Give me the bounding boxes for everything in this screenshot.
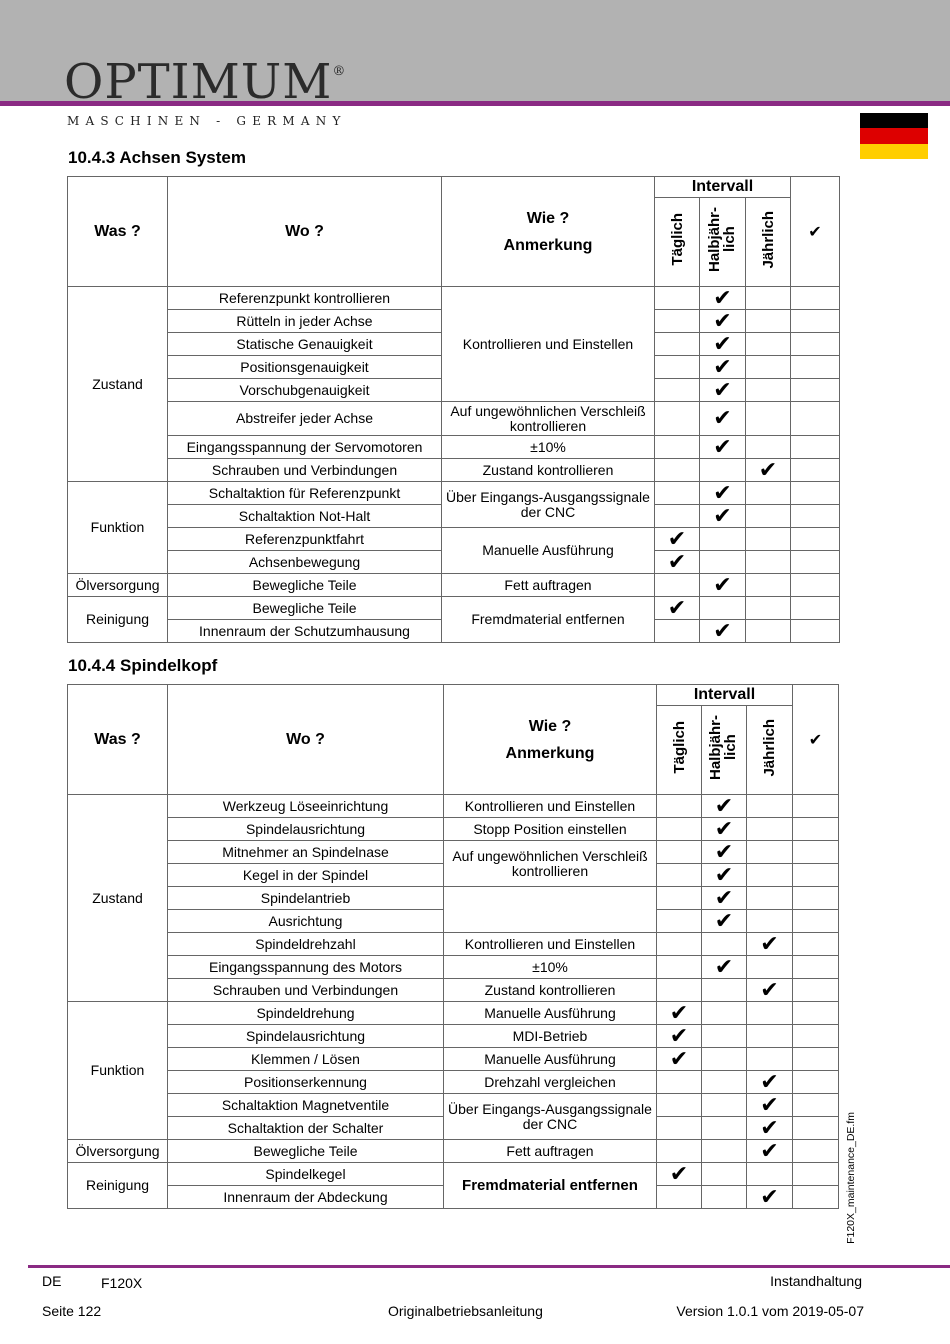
extra-cell <box>793 864 839 887</box>
interval-cell-jaehrlich <box>746 287 791 310</box>
header-intervall: Intervall <box>657 685 793 706</box>
check-icon: ✔ <box>758 457 778 483</box>
interval-cell-jaehrlich <box>747 1048 793 1071</box>
interval-cell-halbjaehrlich <box>702 864 747 887</box>
header-check-icon: ✔ <box>791 177 840 287</box>
extra-cell <box>793 910 839 933</box>
interval-cell-taeglich <box>657 841 702 864</box>
wo-cell: Innenraum der Schutzumhausung <box>168 620 442 643</box>
extra-cell <box>793 818 839 841</box>
interval-cell-taeglich <box>655 287 700 310</box>
wo-cell: Schaltaktion für Referenzpunkt <box>168 482 442 505</box>
extra-cell <box>791 310 840 333</box>
interval-cell-taeglich <box>657 1117 702 1140</box>
interval-cell-taeglich <box>655 528 700 551</box>
check-icon: ✔ <box>669 1000 689 1026</box>
check-icon: ✔ <box>713 377 732 403</box>
interval-cell-halbjaehrlich <box>702 887 747 910</box>
header-jaehrlich: Jährlich <box>746 198 791 287</box>
wo-cell: Bewegliche Teile <box>168 574 442 597</box>
extra-cell <box>793 1071 839 1094</box>
header-was: Was ? <box>68 177 168 287</box>
wo-cell: Spindelantrieb <box>168 887 444 910</box>
interval-cell-halbjaehrlich <box>700 402 746 436</box>
interval-cell-taeglich <box>655 551 700 574</box>
interval-cell-taeglich <box>657 1094 702 1117</box>
interval-cell-taeglich <box>655 356 700 379</box>
interval-cell-taeglich <box>655 459 700 482</box>
interval-cell-jaehrlich <box>747 979 793 1002</box>
wo-cell: Achsenbewegung <box>168 551 442 574</box>
wo-cell: Abstreifer jeder Achse <box>168 402 442 436</box>
interval-cell-halbjaehrlich <box>702 1117 747 1140</box>
wo-cell: Referenzpunktfahrt <box>168 528 442 551</box>
check-icon: ✔ <box>760 1069 779 1095</box>
header-wo: Wo ? <box>168 685 444 795</box>
interval-cell-taeglich <box>657 1071 702 1094</box>
interval-cell-taeglich <box>657 1002 702 1025</box>
check-icon: ✔ <box>669 1161 689 1187</box>
extra-cell <box>793 1094 839 1117</box>
interval-cell-jaehrlich <box>746 482 791 505</box>
interval-cell-jaehrlich <box>746 459 791 482</box>
wie-cell: MDI-Betrieb <box>444 1025 657 1048</box>
extra-cell <box>791 356 840 379</box>
interval-cell-halbjaehrlich <box>702 1025 747 1048</box>
interval-cell-taeglich <box>657 979 702 1002</box>
wo-cell: Spindelkegel <box>168 1163 444 1186</box>
interval-cell-halbjaehrlich <box>702 979 747 1002</box>
interval-cell-taeglich <box>655 505 700 528</box>
wie-cell: Drehzahl vergleichen <box>444 1071 657 1094</box>
interval-cell-jaehrlich <box>746 436 791 459</box>
check-icon: ✔ <box>713 434 732 460</box>
interval-cell-halbjaehrlich <box>700 379 746 402</box>
wo-cell: Kegel in der Spindel <box>168 864 444 887</box>
interval-cell-halbjaehrlich <box>700 356 746 379</box>
interval-cell-halbjaehrlich <box>700 551 746 574</box>
wo-cell: Vorschubgenauigkeit <box>168 379 442 402</box>
footer-lang: DE <box>42 1273 62 1289</box>
header-halbjaehrlich: Halbjähr- lich <box>702 706 747 795</box>
extra-cell <box>793 1002 839 1025</box>
extra-cell <box>793 887 839 910</box>
check-icon: ✔ <box>714 862 734 888</box>
wo-cell: Werkzeug Löseeinrichtung <box>168 795 444 818</box>
interval-cell-halbjaehrlich <box>700 459 746 482</box>
interval-cell-jaehrlich <box>747 841 793 864</box>
interval-cell-jaehrlich <box>747 864 793 887</box>
wo-cell: Bewegliche Teile <box>168 1140 444 1163</box>
check-icon: ✔ <box>760 1115 779 1141</box>
footer-accent-line <box>28 1265 950 1268</box>
extra-cell <box>791 379 840 402</box>
interval-cell-taeglich <box>657 1048 702 1071</box>
wo-cell: Schaltaktion Not-Halt <box>168 505 442 528</box>
interval-cell-halbjaehrlich <box>702 1163 747 1186</box>
header-halbjaehrlich: Halbjähr- lich <box>700 198 746 287</box>
group-cell: Ölversorgung <box>68 1140 168 1163</box>
interval-cell-halbjaehrlich <box>702 1002 747 1025</box>
header-wie: Wie ? Anmerkung <box>442 177 655 287</box>
extra-cell <box>793 1025 839 1048</box>
interval-cell-jaehrlich <box>746 597 791 620</box>
extra-cell <box>791 597 840 620</box>
interval-cell-taeglich <box>657 933 702 956</box>
wo-cell: Klemmen / Lösen <box>168 1048 444 1071</box>
wie-cell: Fremdmaterial entfernen <box>442 597 655 643</box>
extra-cell <box>791 528 840 551</box>
check-icon: ✔ <box>713 618 732 644</box>
wo-cell: Positionsgenauigkeit <box>168 356 442 379</box>
extra-cell <box>793 956 839 979</box>
interval-cell-taeglich <box>657 864 702 887</box>
wo-cell: Schrauben und Verbindungen <box>168 459 442 482</box>
interval-cell-jaehrlich <box>746 551 791 574</box>
header-was: Was ? <box>68 685 168 795</box>
check-icon: ✔ <box>760 1138 779 1164</box>
check-icon: ✔ <box>714 839 734 865</box>
extra-cell <box>793 1048 839 1071</box>
interval-cell-halbjaehrlich <box>700 287 746 310</box>
group-cell: Funktion <box>68 1002 168 1140</box>
wo-cell: Statische Genauigkeit <box>168 333 442 356</box>
extra-cell <box>791 505 840 528</box>
interval-cell-taeglich <box>655 310 700 333</box>
interval-cell-jaehrlich <box>747 1002 793 1025</box>
wie-cell: Über Eingangs-Ausgangssignale der CNC <box>444 1094 657 1140</box>
header-taeglich: Täglich <box>655 198 700 287</box>
wo-cell: Schrauben und Verbindungen <box>168 979 444 1002</box>
interval-cell-halbjaehrlich <box>702 1071 747 1094</box>
check-icon: ✔ <box>760 977 779 1003</box>
interval-cell-halbjaehrlich <box>702 841 747 864</box>
group-cell: Zustand <box>68 287 168 482</box>
wo-cell: Spindelausrichtung <box>168 1025 444 1048</box>
interval-cell-jaehrlich <box>747 1163 793 1186</box>
header-jaehrlich: Jährlich <box>747 706 793 795</box>
check-icon: ✔ <box>713 354 732 380</box>
interval-cell-jaehrlich <box>747 910 793 933</box>
footer-chapter: Instandhaltung <box>770 1273 862 1289</box>
footer-page: Seite 122 <box>42 1303 102 1319</box>
check-icon: ✔ <box>713 308 732 334</box>
header-intervall: Intervall <box>655 177 791 198</box>
interval-cell-halbjaehrlich <box>700 333 746 356</box>
interval-cell-taeglich <box>657 795 702 818</box>
extra-cell <box>793 795 839 818</box>
interval-cell-jaehrlich <box>747 933 793 956</box>
extra-cell <box>791 551 840 574</box>
interval-cell-jaehrlich <box>746 356 791 379</box>
interval-cell-taeglich <box>657 1163 702 1186</box>
check-icon: ✔ <box>667 526 687 552</box>
interval-cell-halbjaehrlich <box>700 482 746 505</box>
interval-cell-halbjaehrlich <box>702 933 747 956</box>
wie-cell: Zustand kontrollieren <box>444 979 657 1002</box>
interval-cell-halbjaehrlich <box>702 1094 747 1117</box>
interval-cell-taeglich <box>657 818 702 841</box>
wo-cell: Innenraum der Abdeckung <box>168 1186 444 1209</box>
extra-cell <box>793 979 839 1002</box>
check-icon: ✔ <box>714 816 734 842</box>
interval-cell-jaehrlich <box>747 795 793 818</box>
wo-cell: Eingangsspannung der Servomotoren <box>168 436 442 459</box>
interval-cell-jaehrlich <box>747 1071 793 1094</box>
interval-cell-taeglich <box>655 333 700 356</box>
interval-cell-jaehrlich <box>747 818 793 841</box>
interval-cell-halbjaehrlich <box>702 818 747 841</box>
interval-cell-halbjaehrlich <box>700 620 746 643</box>
wie-cell: Manuelle Ausführung <box>442 528 655 574</box>
interval-cell-halbjaehrlich <box>702 1140 747 1163</box>
wie-cell: Auf ungewöhnlichen Verschleiß kontrollieren <box>444 841 657 887</box>
extra-cell <box>791 436 840 459</box>
maintenance-table-spindelkopf <box>67 684 839 1209</box>
interval-cell-halbjaehrlich <box>700 597 746 620</box>
group-cell: Zustand <box>68 795 168 1002</box>
wie-cell: Fremdmaterial entfernen <box>444 1163 657 1209</box>
wo-cell: Schaltaktion Magnetventile <box>168 1094 444 1117</box>
check-icon: ✔ <box>713 480 732 506</box>
interval-cell-taeglich <box>655 436 700 459</box>
extra-cell <box>793 841 839 864</box>
wo-cell: Bewegliche Teile <box>168 597 442 620</box>
interval-cell-halbjaehrlich <box>700 528 746 551</box>
wie-cell: Auf ungewöhnlichen Verschleiß kontrollieren <box>442 402 655 436</box>
wie-cell: Kontrollieren und Einstellen <box>442 287 655 402</box>
interval-cell-taeglich <box>655 482 700 505</box>
interval-cell-taeglich <box>657 1186 702 1209</box>
wie-cell: Kontrollieren und Einstellen <box>444 933 657 956</box>
interval-cell-jaehrlich <box>746 333 791 356</box>
header-wo: Wo ? <box>168 177 442 287</box>
group-cell: Reinigung <box>68 597 168 643</box>
interval-cell-jaehrlich <box>746 379 791 402</box>
extra-cell <box>791 482 840 505</box>
interval-cell-halbjaehrlich <box>700 505 746 528</box>
interval-cell-jaehrlich <box>747 887 793 910</box>
wo-cell: Positionserkennung <box>168 1071 444 1094</box>
interval-cell-jaehrlich <box>746 574 791 597</box>
wie-cell: Über Eingangs-Ausgangssignale der CNC <box>442 482 655 528</box>
footer-model: F120X <box>101 1275 143 1291</box>
interval-cell-halbjaehrlich <box>702 1186 747 1209</box>
wo-cell: Rütteln in jeder Achse <box>168 310 442 333</box>
group-cell: Funktion <box>68 482 168 574</box>
extra-cell <box>791 620 840 643</box>
check-icon: ✔ <box>713 285 732 311</box>
group-cell: Ölversorgung <box>68 574 168 597</box>
interval-cell-halbjaehrlich <box>700 574 746 597</box>
interval-cell-taeglich <box>655 574 700 597</box>
interval-cell-jaehrlich <box>747 1186 793 1209</box>
interval-cell-jaehrlich <box>746 620 791 643</box>
interval-cell-jaehrlich <box>747 956 793 979</box>
check-icon: ✔ <box>714 885 734 911</box>
brand-logo: OPTIMUM® <box>64 54 347 110</box>
wie-cell-empty <box>444 887 657 933</box>
interval-cell-halbjaehrlich <box>700 436 746 459</box>
wo-cell: Spindeldrehzahl <box>168 933 444 956</box>
interval-cell-taeglich <box>655 379 700 402</box>
section-title-achsen: 10.4.3 Achsen System <box>68 148 246 167</box>
interval-cell-taeglich <box>657 1025 702 1048</box>
interval-cell-taeglich <box>657 887 702 910</box>
interval-cell-jaehrlich <box>746 528 791 551</box>
header-taeglich: Täglich <box>657 706 702 795</box>
wie-cell: Fett auftragen <box>444 1140 657 1163</box>
interval-cell-halbjaehrlich <box>700 310 746 333</box>
wie-cell: Zustand kontrollieren <box>442 459 655 482</box>
interval-cell-halbjaehrlich <box>702 956 747 979</box>
wo-cell: Spindelausrichtung <box>168 818 444 841</box>
interval-cell-halbjaehrlich <box>702 1048 747 1071</box>
check-icon: ✔ <box>669 1023 689 1049</box>
wie-cell: ±10% <box>444 956 657 979</box>
interval-cell-jaehrlich <box>747 1140 793 1163</box>
check-icon: ✔ <box>760 931 779 957</box>
extra-cell <box>793 1186 839 1209</box>
interval-cell-jaehrlich <box>746 402 791 436</box>
wo-cell: Referenzpunkt kontrollieren <box>168 287 442 310</box>
check-icon: ✔ <box>714 954 734 980</box>
header-check-icon: ✔ <box>793 685 839 795</box>
interval-cell-halbjaehrlich <box>702 795 747 818</box>
interval-cell-taeglich <box>655 402 700 436</box>
wo-cell: Ausrichtung <box>168 910 444 933</box>
wo-cell: Schaltaktion der Schalter <box>168 1117 444 1140</box>
maintenance-table-achsen <box>67 176 840 643</box>
interval-cell-taeglich <box>657 910 702 933</box>
interval-cell-jaehrlich <box>746 310 791 333</box>
check-icon: ✔ <box>713 406 732 431</box>
extra-cell <box>793 1140 839 1163</box>
check-icon: ✔ <box>714 793 734 819</box>
interval-cell-jaehrlich <box>747 1117 793 1140</box>
interval-cell-taeglich <box>657 1140 702 1163</box>
wie-cell: Kontrollieren und Einstellen <box>444 795 657 818</box>
wo-cell: Eingangsspannung des Motors <box>168 956 444 979</box>
extra-cell <box>791 574 840 597</box>
footer-version: Version 1.0.1 vom 2019-05-07 <box>676 1303 864 1319</box>
german-flag-icon <box>860 113 928 159</box>
interval-cell-taeglich <box>657 956 702 979</box>
check-icon: ✔ <box>667 595 687 621</box>
brand-subtitle: MASCHINEN - GERMANY <box>67 114 347 128</box>
check-icon: ✔ <box>669 1046 689 1072</box>
check-icon: ✔ <box>760 1184 779 1210</box>
wie-cell: Fett auftragen <box>442 574 655 597</box>
interval-cell-jaehrlich <box>747 1025 793 1048</box>
interval-cell-jaehrlich <box>747 1094 793 1117</box>
extra-cell <box>791 333 840 356</box>
file-name-label: F120X_maintenance_DE.fm <box>845 1112 857 1244</box>
interval-cell-halbjaehrlich <box>702 910 747 933</box>
wie-cell: Manuelle Ausführung <box>444 1048 657 1071</box>
wie-cell: Stopp Position einstellen <box>444 818 657 841</box>
interval-cell-taeglich <box>655 620 700 643</box>
extra-cell <box>793 1117 839 1140</box>
check-icon: ✔ <box>713 572 732 598</box>
section-title-spindelkopf: 10.4.4 Spindelkopf <box>68 656 218 675</box>
extra-cell <box>791 459 840 482</box>
wie-cell: ±10% <box>442 436 655 459</box>
footer-doc: Originalbetriebsanleitung <box>388 1303 543 1319</box>
group-cell: Reinigung <box>68 1163 168 1209</box>
check-icon: ✔ <box>760 1092 779 1118</box>
header-wie: Wie ? Anmerkung <box>444 685 657 795</box>
wo-cell: Spindeldrehung <box>168 1002 444 1025</box>
extra-cell <box>793 1163 839 1186</box>
check-icon: ✔ <box>667 549 687 575</box>
interval-cell-jaehrlich <box>746 505 791 528</box>
interval-cell-taeglich <box>655 597 700 620</box>
wo-cell: Mitnehmer an Spindelnase <box>168 841 444 864</box>
check-icon: ✔ <box>713 503 732 529</box>
extra-cell <box>793 933 839 956</box>
check-icon: ✔ <box>713 331 732 357</box>
extra-cell <box>791 402 840 436</box>
wie-cell: Manuelle Ausführung <box>444 1002 657 1025</box>
extra-cell <box>791 287 840 310</box>
check-icon: ✔ <box>714 908 734 934</box>
